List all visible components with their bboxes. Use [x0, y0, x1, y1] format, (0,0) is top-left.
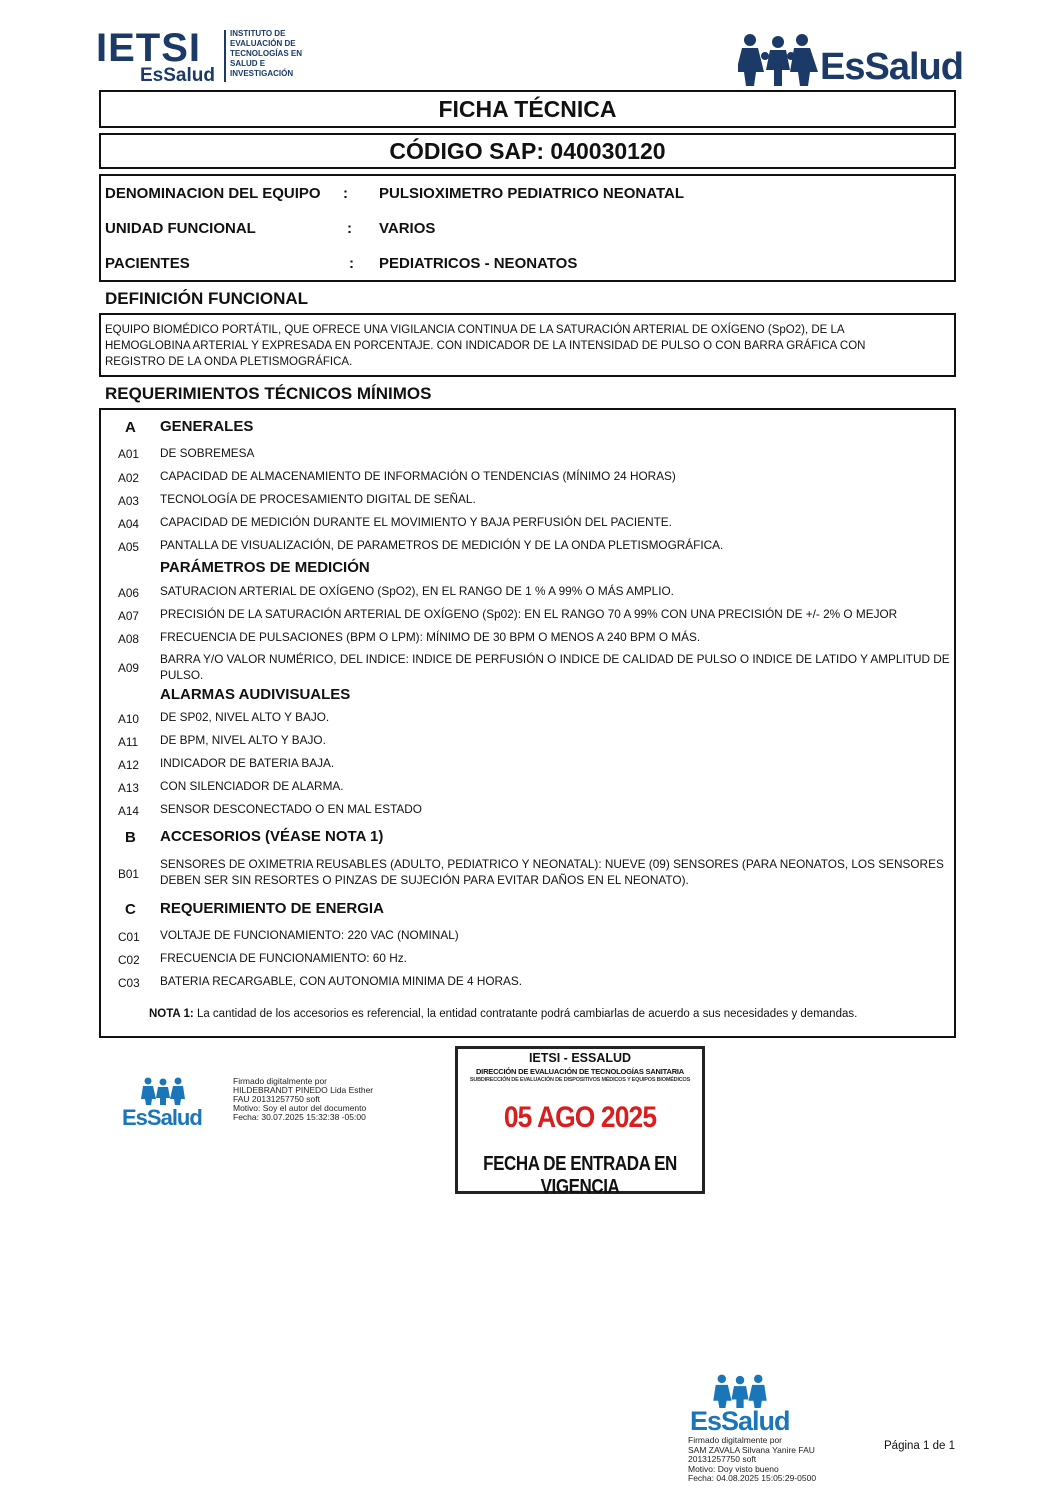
info-value: PULSIOXIMETRO PEDIATRICO NEONATAL — [379, 185, 685, 202]
page-title: FICHA TÉCNICA — [99, 90, 956, 128]
item-text: FRECUENCIA DE FUNCIONAMIENTO: 60 Hz. — [160, 951, 407, 965]
item-code: A12 — [118, 758, 139, 772]
ietsi-logo — [96, 28, 308, 86]
signature-line: 20131257750 soft — [688, 1454, 757, 1464]
category-title: ACCESORIOS (VÉASE NOTA 1) — [160, 828, 384, 845]
family-icon — [713, 1374, 767, 1408]
info-value: PEDIATRICOS - NEONATOS — [379, 255, 578, 272]
signature-line: Motivo: Soy el autor del documento — [233, 1103, 367, 1113]
info-label: PACIENTES — [105, 255, 190, 272]
signature-line: Motivo: Doy visto bueno — [688, 1463, 779, 1474]
item-text: SENSOR DESCONECTADO O EN MAL ESTADO — [160, 802, 422, 816]
category-letter: C — [125, 901, 136, 918]
signature-2-logo — [690, 1374, 790, 1436]
codigo-sap: CÓDIGO SAP: 040030120 — [99, 133, 956, 169]
item-text: BATERIA RECARGABLE, CON AUTONOMIA MINIMA DE 4 HORAS. — [160, 974, 523, 988]
signature-line: Fecha: 30.07.2025 15:32:38 -05:00 — [233, 1112, 366, 1122]
item-code: A10 — [118, 712, 139, 726]
stamp-institution: IETSI - ESSALUD — [528, 1051, 632, 1065]
category-title: GENERALES — [160, 418, 254, 435]
signature-1-logo — [122, 1077, 204, 1133]
info-value: VARIOS — [379, 220, 436, 237]
item-code: C02 — [118, 953, 140, 967]
signature-line: FAU 20131257750 soft — [233, 1094, 320, 1104]
item-text: BARRA Y/O VALOR NUMÉRICO, DEL INDICE: INDICE DE PERFUSIÓN O INDICE DE CALIDAD DE PULSO O INDICE DE LATIDO Y AMPLITUD DE PULSO. — [160, 652, 950, 682]
ietsi-logo-description — [230, 29, 310, 79]
item-text: DE SOBREMESA — [160, 446, 255, 460]
subcategory-title: ALARMAS AUDIVISUALES — [160, 686, 351, 703]
family-icon — [738, 32, 818, 88]
item-code: A09 — [118, 661, 139, 675]
signature-line: HILDEBRANDT PINEDO Lida Esther — [233, 1085, 374, 1095]
ietsi-desc-line: EVALUACIÓN DE — [230, 39, 296, 48]
item-text: PANTALLA DE VISUALIZACIÓN, DE PARAMETROS DE MEDICIÓN Y DE LA ONDA PLETISMOGRÁFICA. — [160, 538, 724, 552]
item-text: SATURACION ARTERIAL DE OXÍGENO (SpO2), EN EL RANGO DE 1 % A 99% O MÁS AMPLIO. — [160, 584, 674, 598]
item-code: A13 — [118, 781, 139, 795]
requerimientos-box — [99, 408, 956, 1038]
signature-1-brand: EsSalud — [122, 1105, 202, 1130]
item-code: C01 — [118, 930, 140, 944]
stamp-direction: DIRECCIÓN DE EVALUACIÓN DE TECNOLOGÍAS SANITARIA — [475, 1067, 685, 1076]
essalud-brand: EsSalud — [820, 46, 963, 88]
ietsi-desc-line: TECNOLOGÍAS EN — [230, 49, 303, 58]
info-separator: : — [347, 220, 352, 237]
item-text: PRECISIÓN DE LA SATURACIÓN ARTERIAL DE OXÍGENO (Sp02): EN EL RANGO 70 A 99% CON UNA PRECISIÓN DE +/- 2% O MEJOR — [160, 607, 898, 621]
signature-line: SAM ZAVALA Silvana Yanire FAU — [688, 1444, 815, 1455]
item-code: A08 — [118, 632, 139, 646]
equipment-info-box — [99, 174, 956, 282]
stamp-vigencia-label: FECHA DE ENTRADA EN VIGENCIA — [483, 1153, 677, 1198]
item-code: A05 — [118, 540, 139, 554]
item-text: SENSORES DE OXIMETRIA REUSABLES (ADULTO, PEDIATRICO Y NEONATAL): NUEVE (09) SENSORES (PARA NEONATOS, LOS SENSORES DEBEN SER SIN RESORTES O PINZAS DE SUJECIÓN PARA EVITAR DAÑOS EN EL NEONATO). — [160, 857, 944, 887]
vigencia-stamp — [455, 1046, 705, 1198]
item-text: DE BPM, NIVEL ALTO Y BAJO. — [160, 733, 326, 747]
family-icon — [141, 1077, 185, 1105]
ietsi-logo-divider — [224, 30, 226, 82]
definicion-line: EQUIPO BIOMÉDICO PORTÁTIL, QUE OFRECE UNA VIGILANCIA CONTINUA DE LA SATURACIÓN ARTERIAL DE OXÍGENO (SpO2), DE LA — [105, 324, 845, 336]
nota-label: NOTA 1: — [149, 1008, 194, 1020]
item-text: DE SP02, NIVEL ALTO Y BAJO. — [160, 710, 330, 724]
item-text: TECNOLOGÍA DE PROCESAMIENTO DIGITAL DE SEÑAL. — [160, 492, 476, 506]
nota-text: La cantidad de los accesorios es referencial, la entidad contratante podrá cambiarlas de acuerdo a sus necesidades y demandas. — [196, 1008, 858, 1020]
category-letter: A — [125, 419, 136, 436]
item-code: A11 — [118, 735, 139, 749]
nota-1 — [149, 1008, 857, 1020]
item-code: A01 — [118, 447, 139, 461]
item-code: A03 — [118, 494, 139, 508]
info-separator: : — [343, 185, 348, 202]
essalud-logo — [738, 32, 968, 88]
requerimientos-heading: REQUERIMIENTOS TÉCNICOS MÍNIMOS — [105, 384, 432, 403]
item-code: C03 — [118, 976, 140, 990]
signature-line: Firmado digitalmente por — [233, 1076, 328, 1086]
signature-2-brand: EsSalud — [690, 1406, 790, 1436]
info-separator: : — [349, 255, 354, 272]
item-code: B01 — [118, 867, 139, 881]
item-code: A04 — [118, 517, 139, 531]
subcategory-title: PARÁMETROS DE MEDICIÓN — [160, 559, 370, 576]
item-text: CAPACIDAD DE MEDICIÓN DURANTE EL MOVIMIENTO Y BAJA PERFUSIÓN DEL PACIENTE. — [160, 515, 672, 529]
definicion-box — [99, 313, 956, 377]
item-text: FRECUENCIA DE PULSACIONES (BPM O LPM): MÍNIMO DE 30 BPM O MENOS A 240 BPM O MÁS. — [160, 630, 701, 644]
signature-line: Fecha: 04.08.2025 15:05:29-0500 — [688, 1473, 817, 1483]
stamp-date: 05 AGO 2025 — [503, 1101, 657, 1134]
stamp-subdirection: SUBDIRECCIÓN DE EVALUACIÓN DE DISPOSITIVOS MÉDICOS Y EQUIPOS BIOMÉDICOS — [469, 1077, 691, 1083]
item-text: VOLTAJE DE FUNCIONAMIENTO: 220 VAC (NOMINAL) — [160, 928, 459, 942]
ietsi-logo-essalud: EsSalud — [140, 65, 215, 86]
definicion-line: HEMOGLOBINA ARTERIAL Y EXPRESADA EN PORCENTAJE. CON INDICADOR DE LA INTENSIDAD DE PULSO O CON BARRA GRÁFICA CON — [105, 340, 866, 352]
item-code: A07 — [118, 609, 139, 623]
signature-line: Firmado digitalmente por — [688, 1435, 783, 1445]
ietsi-desc-line: SALUD E — [230, 59, 266, 68]
info-label: UNIDAD FUNCIONAL — [105, 220, 256, 237]
page-number: Página 1 de 1 — [884, 1440, 955, 1452]
signature-1-text — [233, 1077, 403, 1122]
category-title: REQUERIMIENTO DE ENERGIA — [160, 900, 384, 917]
item-text: CON SILENCIADOR DE ALARMA. — [160, 779, 344, 793]
definicion-line: REGISTRO DE LA ONDA PLETISMOGRÁFICA. — [105, 356, 353, 368]
info-label: DENOMINACION DEL EQUIPO — [105, 185, 321, 202]
definicion-heading: DEFINICIÓN FUNCIONAL — [105, 289, 309, 308]
item-text: CAPACIDAD DE ALMACENAMIENTO DE INFORMACIÓN O TENDENCIAS (MÍNIMO 24 HORAS) — [160, 469, 676, 483]
ietsi-logo-text: IETSI — [96, 26, 202, 70]
item-text: INDICADOR DE BATERIA BAJA. — [160, 756, 335, 770]
item-code: A02 — [118, 471, 139, 485]
signature-2-text — [688, 1436, 848, 1484]
category-letter: B — [125, 829, 136, 846]
item-code: A14 — [118, 804, 139, 818]
ietsi-desc-line: INVESTIGACIÓN — [230, 69, 294, 78]
ietsi-desc-line: INSTITUTO DE — [230, 29, 286, 38]
item-code: A06 — [118, 586, 139, 600]
